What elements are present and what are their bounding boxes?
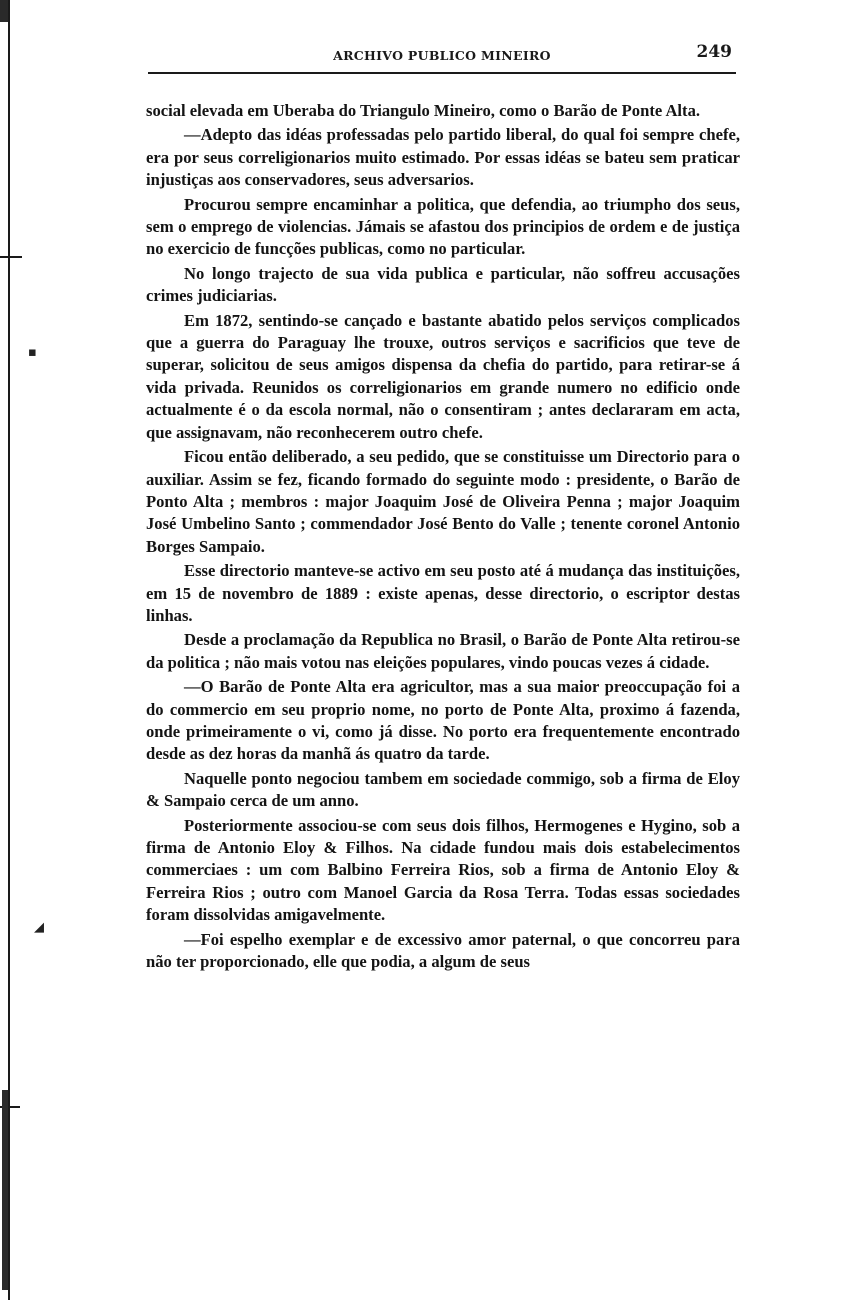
page-number: 249 bbox=[696, 42, 732, 62]
binding-line bbox=[8, 0, 10, 1300]
paragraph: Posteriormente associou-se com seus dois filhos, Hermogenes e Hygino, sob a firma de Antonio Eloy & Filhos. Na cidade fundou mais dois estabelecimentos commerciaes : um com Balbino Ferreira Rios, sob a firma de Antonio Eloy & Ferreira Rios ; outro com Manoel Garcia da Rosa Terra. Todas essas sociedades foram dissolvidas amigavelmente. bbox=[146, 815, 740, 925]
paragraph: social elevada em Uberaba do Triangulo Mineiro, como o Barão de Ponte Alta. bbox=[146, 101, 701, 120]
paragraph: Desde a proclamação da Republica no Brasil, o Barão de Ponte Alta retirou-se da politica ; não mais votou nas eleições populares, vindo poucas vezes á cidade. bbox=[146, 630, 740, 672]
page-binding-edge bbox=[0, 0, 14, 1300]
paragraph: —O Barão de Ponte Alta era agricultor, mas a sua maior preoccupação foi a do commercio em seu proprio nome, no porto de Ponte Alta, proximo á fazenda, onde primeiramente o vi, como já disse. No porto era frequentemente encontrado desde as dez horas da manhã ás quatro da tarde. bbox=[146, 677, 740, 764]
stray-ink-mark: ▪ bbox=[28, 345, 37, 360]
paragraph: Ficou então deliberado, a seu pedido, que se constituisse um Directorio para o auxiliar. Assim se fez, ficando formado do seguinte modo : presidente, o Barão de Ponto Alta ; membros : major Joaquim José de Oliveira Penna ; major Joaquim José Umbelino Santo ; commendador José Bento do Valle ; tenente coronel Antonio Borges Sampaio. bbox=[146, 447, 740, 556]
paragraph: Em 1872, sentindo-se cançado e bastante abatido pelos serviços complicados que a guerra do Paraguay lhe trouxe, outros serviços e sacrificios que teve de superar, solicitou de seus amigos dispensa da chefia do partido, para retirar-se á vida privada. Reunidos os correligionarios em grande numero no edificio onde actualmente é o da escola normal, não o consentiram ; antes declararam em acta, que assignavam, não reconhecerem outro chefe. bbox=[146, 310, 740, 442]
paragraph: Esse directorio manteve-se activo em seu posto até á mudança das instituições, em 15 de novembro de 1889 : existe apenas, desse directorio, o escriptor destas linhas. bbox=[146, 561, 740, 625]
paragraph: —Adepto das idéas professadas pelo partido liberal, do qual foi sempre chefe, era por seus correligionarios muito estimado. Por essas idéas se bateu sem praticar injustiças aos conservadores, seus adversarios. bbox=[146, 125, 740, 190]
body-text bbox=[146, 100, 740, 975]
binding-tick bbox=[0, 256, 22, 258]
header-rule bbox=[148, 72, 736, 74]
running-head: ARCHIVO PUBLICO MINEIRO bbox=[333, 48, 551, 63]
paragraph: —Foi espelho exemplar e de excessivo amor paternal, o que concorreu para não ter proporcionado, elle que podia, a algum de seus bbox=[146, 929, 740, 972]
stray-ink-mark: ◢ bbox=[34, 920, 44, 935]
paragraph: Naquelle ponto negociou tambem em sociedade commigo, sob a firma de Eloy & Sampaio cerca de um anno. bbox=[146, 768, 740, 811]
paragraph: Procurou sempre encaminhar a politica, que defendia, ao triumpho dos seus, sem o emprego de violencias. Jámais se afastou dos principios de ordem e de justiça no exercicio de funcções publicas, como no particular. bbox=[146, 194, 740, 259]
binding-shadow-bottom bbox=[2, 1090, 8, 1290]
page-header bbox=[148, 42, 736, 72]
paragraph: No longo trajecto de sua vida publica e particular, não soffreu accusações crimes judiciarias. bbox=[146, 263, 740, 306]
